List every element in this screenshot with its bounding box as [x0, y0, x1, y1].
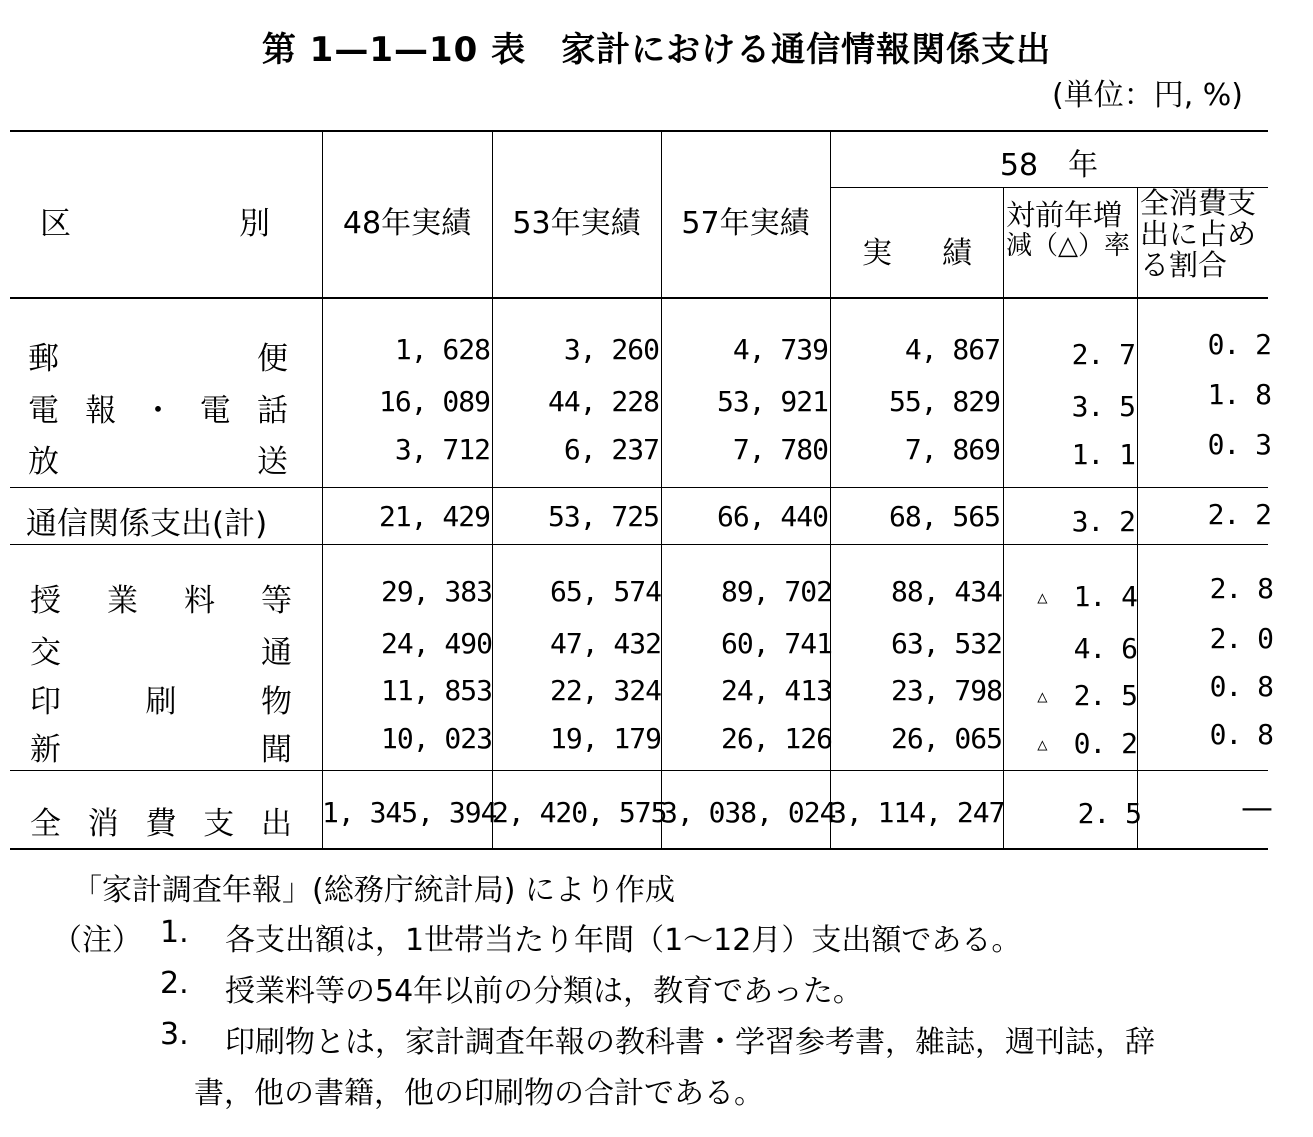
header-actual: 実 績 [862, 236, 972, 271]
cell-y53: 53, 725 [547, 500, 659, 533]
cell-y53: 6, 237 [563, 433, 659, 466]
row-label: 印 刷 物 [30, 684, 292, 720]
cell-share: 2. 0 [1209, 622, 1273, 655]
cell-growth: 3. 5 [1071, 390, 1135, 423]
cell-y57: 60, 741 [720, 627, 832, 660]
cell-y58: 88, 434 [890, 575, 1002, 608]
cell-share: 0. 3 [1207, 428, 1271, 461]
cell-y53: 19, 179 [549, 722, 661, 755]
cell-y48: 29, 383 [380, 575, 492, 608]
cell-y57: 24, 413 [720, 674, 832, 707]
note-2: 授業料等の54年以前の分類は，教育であった。 [225, 974, 863, 1009]
cell-growth: 2. 5 [1077, 797, 1141, 830]
cell-growth: 4. 6 [1073, 632, 1137, 665]
cell-share: 1. 8 [1207, 378, 1271, 411]
cell-y58: 3, 114, 247 [830, 796, 1005, 829]
cell-y58: 63, 532 [890, 627, 1002, 660]
cell-growth: △ 0. 2 [1037, 727, 1137, 760]
header-bottom-rule [10, 297, 1268, 299]
page-title: 第 1—1—10 表 家計における通信情報関係支出 [261, 30, 1052, 70]
note-2-number: 2. [160, 966, 189, 1001]
header-share: 全消費支 出に占め る割合 [1140, 186, 1257, 282]
row-label: 放 送 [28, 444, 288, 480]
cell-y57: 3, 038, 024 [661, 796, 836, 829]
group1-bottom-rule [10, 487, 1268, 488]
cell-y57: 66, 440 [716, 500, 828, 533]
row-label: 郵 便 [28, 341, 288, 377]
cell-y48: 1, 345, 394 [322, 796, 497, 829]
header-y57: 57年実績 [681, 206, 810, 241]
subtotal-bottom-rule [10, 544, 1268, 545]
group2-bottom-rule [10, 770, 1268, 771]
header-y58: 58 年 [999, 148, 1099, 183]
note-1-number: 1. [160, 915, 189, 950]
table-bottom-rule [10, 848, 1268, 850]
cell-y53: 44, 228 [547, 385, 659, 418]
cell-growth: △ 1. 4 [1037, 580, 1137, 613]
cell-share: 0. 2 [1207, 328, 1271, 361]
unit-label: (単位：円, %) [1052, 78, 1243, 113]
table-top-rule [10, 130, 1268, 132]
row-label: 新 聞 [30, 732, 292, 768]
row-label: 電 報 ・ 電 話 [28, 393, 288, 429]
cell-y57: 7, 780 [732, 433, 828, 466]
cell-y48: 21, 429 [378, 500, 490, 533]
cell-y58: 68, 565 [888, 500, 1000, 533]
cell-y58: 55, 829 [888, 385, 1000, 418]
row-label: 全 消 費 支 出 [30, 806, 292, 842]
cell-growth: 1. 1 [1071, 438, 1135, 471]
cell-share: 0. 8 [1209, 718, 1273, 751]
cell-y48: 24, 490 [380, 627, 492, 660]
cell-y53: 22, 324 [549, 674, 661, 707]
note-3-number: 3. [160, 1017, 189, 1052]
cell-share: 2. 2 [1207, 498, 1271, 531]
cell-y53: 47, 432 [549, 627, 661, 660]
cell-y48: 10, 023 [380, 722, 492, 755]
cell-y53: 3, 260 [563, 333, 659, 366]
cell-y48: 16, 089 [378, 385, 490, 418]
cell-y58: 23, 798 [890, 674, 1002, 707]
cell-y58: 4, 867 [904, 333, 1000, 366]
header-category: 区 別 [40, 206, 270, 242]
cell-share: — [1241, 788, 1273, 826]
header-y53: 53年実績 [512, 206, 641, 241]
cell-y53: 65, 574 [549, 575, 661, 608]
note-3-line-2: 書，他の書籍，他の印刷物の合計である。 [194, 1076, 764, 1111]
cell-growth: △ 2. 5 [1037, 679, 1137, 712]
cell-y48: 1, 628 [394, 333, 490, 366]
note-prefix: （注） [52, 923, 142, 958]
cell-y58: 26, 065 [890, 722, 1002, 755]
cell-y57: 89, 702 [720, 575, 832, 608]
header-growth: 対前年増 減（△）率 [1006, 198, 1130, 261]
header-y48: 48年実績 [342, 206, 472, 241]
cell-y53: 2, 420, 575 [492, 796, 667, 829]
cell-y57: 4, 739 [732, 333, 828, 366]
cell-y57: 53, 921 [716, 385, 828, 418]
cell-y48: 11, 853 [380, 674, 492, 707]
note-1: 各支出額は，1世帯当たり年間（1～12月）支出額である。 [225, 923, 1022, 958]
row-label: 通信関係支出(計) [26, 506, 268, 542]
cell-growth: 2. 7 [1071, 338, 1135, 371]
note-3-line-1: 印刷物とは，家計調査年報の教科書・学習参考書，雑誌，週刊誌，辞 [225, 1025, 1155, 1060]
source-note: 「家計調査年報」(総務庁統計局) により作成 [72, 873, 675, 908]
row-label: 授 業 料 等 [30, 583, 292, 619]
cell-growth: 3. 2 [1071, 505, 1135, 538]
cell-share: 0. 8 [1209, 670, 1273, 703]
cell-y57: 26, 126 [720, 722, 832, 755]
row-label: 交 通 [30, 635, 292, 671]
cell-y58: 7, 869 [904, 433, 1000, 466]
cell-share: 2. 8 [1209, 572, 1273, 605]
cell-y48: 3, 712 [394, 433, 490, 466]
